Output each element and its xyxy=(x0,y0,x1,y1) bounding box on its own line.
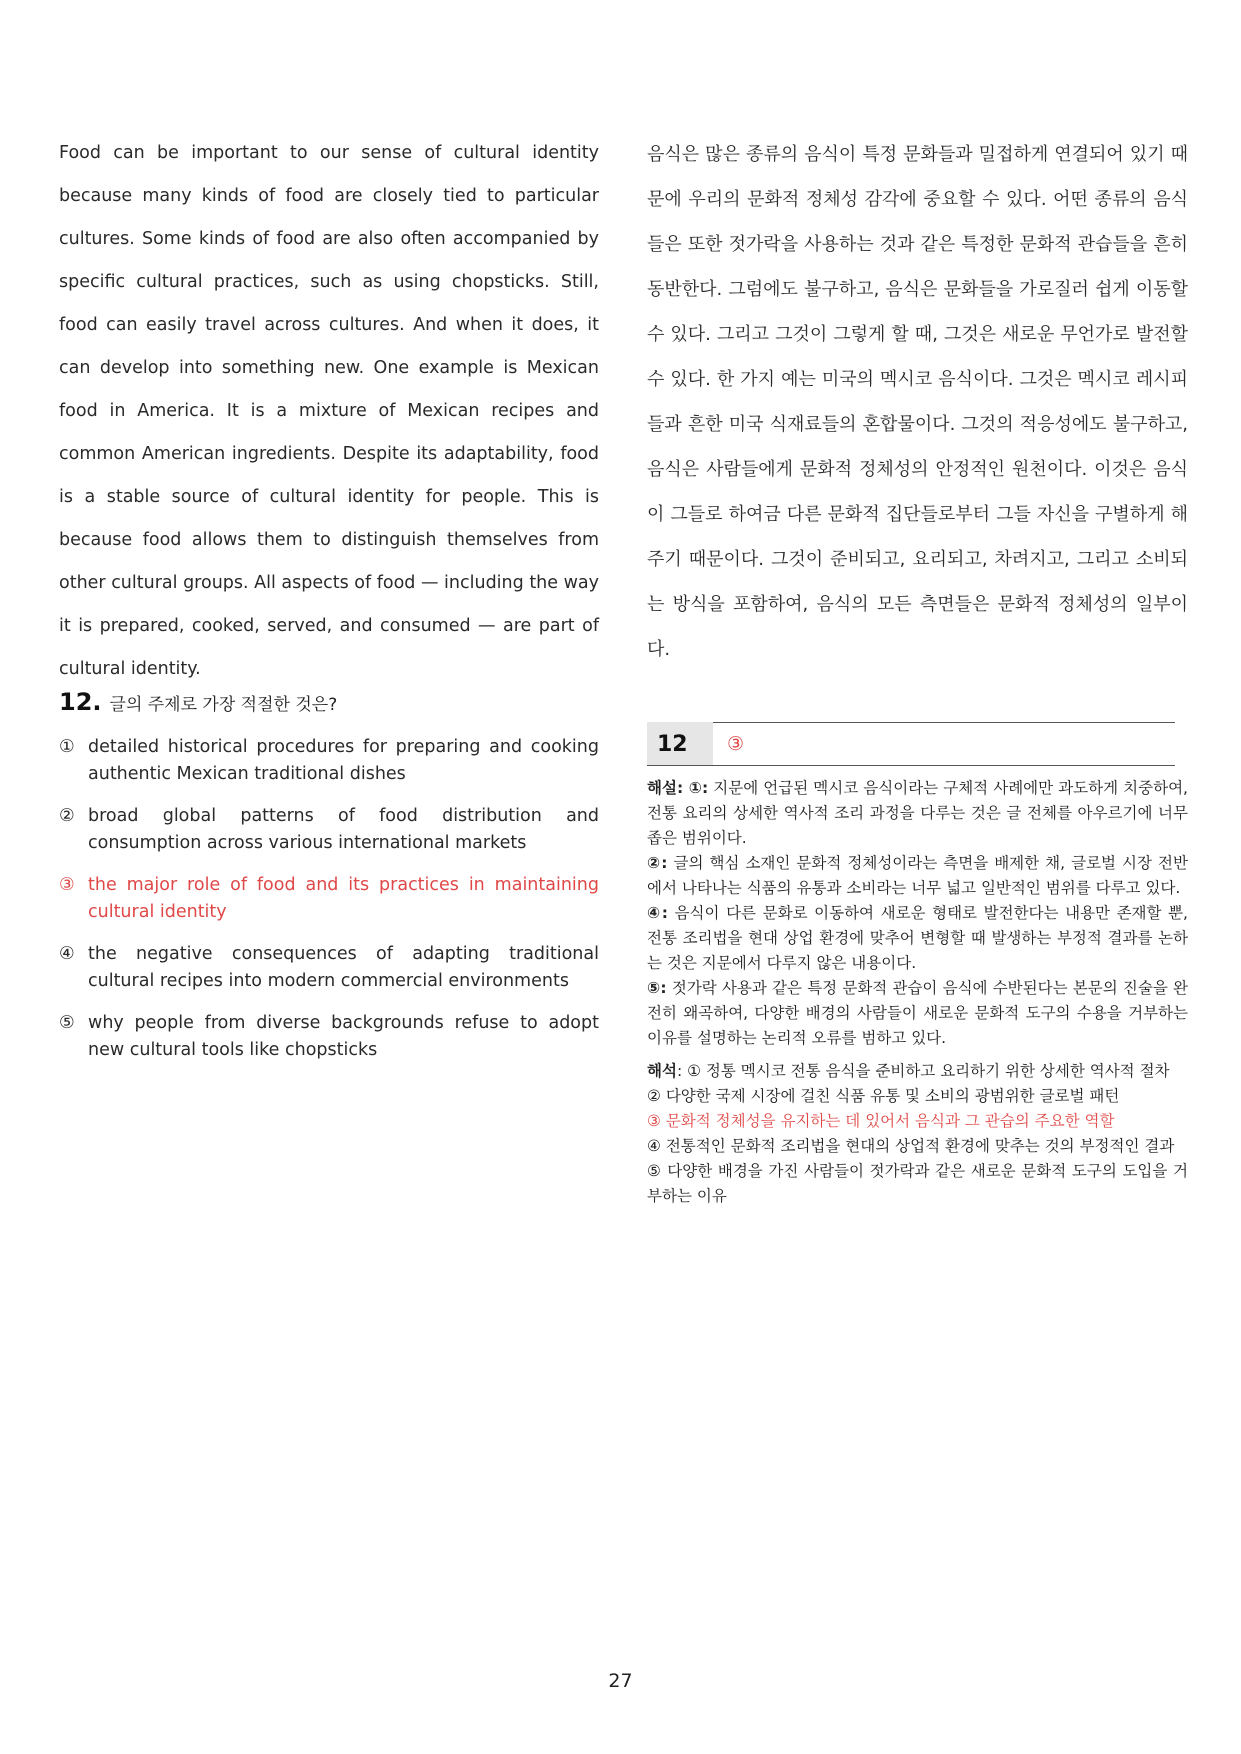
translation-column xyxy=(647,132,1188,672)
choice-mark: ② xyxy=(59,806,75,826)
choice-3-correct[interactable] xyxy=(59,872,599,926)
choice-text: why people from diverse backgrounds refuse to adopt new cultural tools like chopsticks xyxy=(88,1013,599,1060)
interpretation-item-4: ④ 전통적인 문화적 조리법을 현대의 상업적 환경에 맞추는 것의 부정적인 결과 xyxy=(647,1137,1175,1155)
explanation-item-1: 해설: ①: 지문에 언급된 멕시코 음식이라는 구체적 사례에만 과도하게 치중하여, 전통 요리의 상세한 역사적 조리 과정을 다루는 것은 글 전체를 아우르기에 너무 좁은 범위이다. xyxy=(647,779,1188,847)
explanation-block xyxy=(647,776,1188,1209)
explanation-text: 음식이 다른 문화로 이동하여 새로운 형태로 발전한다는 내용만 존재할 뿐, 전통 조리법을 현대 상업 환경에 맞추어 변형할 때 발생하는 부정적 결과를 논하는 것은 지문에서 다루지 않은 내용이다. xyxy=(647,904,1188,972)
passage-text: Food can be important to our sense of cultural identity because many kinds of food are closely tied to particular cultures. Some kinds of food are also often accompanied by specific cultural practices, such as using chopsticks. Still, food can easily travel across cultures. And when it does, it can develop into something new. One example is Mexican food in America. It is a mixture of Mexican recipes and common American ingredients. Despite its adaptability, food is a stable source of cultural identity for people. This is because food allows them to distinguish themselves from other cultural groups. All aspects of food — including the way it is prepared, cooked, served, and consumed — are part of cultural identity. xyxy=(59,143,599,679)
question-prompt: 글의 주제로 가장 적절한 것은? xyxy=(109,695,338,715)
question-header xyxy=(59,688,599,716)
interpretation-item-5: ⑤ 다양한 배경을 가진 사람들이 젓가락과 같은 새로운 문화적 도구의 도입을 거부하는 이유 xyxy=(647,1162,1188,1205)
explanation-text: 지문에 언급된 멕시코 음식이라는 구체적 사례에만 과도하게 치중하여, 전통 요리의 상세한 역사적 조리 과정을 다루는 것은 글 전체를 아우르기에 너무 좁은 범위이다. xyxy=(647,779,1188,847)
answer-value: ③ xyxy=(727,733,745,755)
choice-mark: ④ xyxy=(59,944,75,964)
choice-mark: ① xyxy=(59,737,75,757)
choice-mark: ⑤ xyxy=(59,1013,75,1033)
explanation-mark: ⑤: xyxy=(647,979,667,997)
answer-question-number: 12 xyxy=(647,722,713,766)
explanation-item-5 xyxy=(647,976,1188,1051)
choice-1[interactable] xyxy=(59,734,599,788)
explanation-text: 글의 핵심 소재인 문화적 정체성이라는 측면을 배제한 채, 글로벌 시장 전반에서 나타나는 식품의 유통과 소비라는 너무 넓고 일반적인 범위를 다루고 있다. xyxy=(647,854,1188,897)
interpretation-item-2: ② 다양한 국제 시장에 걸친 식품 유통 및 소비의 광범위한 글로벌 패턴 xyxy=(647,1087,1120,1105)
explanation-item-2 xyxy=(647,851,1188,901)
explanation-mark: ①: xyxy=(688,779,709,797)
answer-box-bottom-rule xyxy=(647,765,1175,766)
choice-2[interactable] xyxy=(59,803,599,857)
translation-text: 음식은 많은 종류의 음식이 특정 문화들과 밀접하게 연결되어 있기 때문에 우리의 문화적 정체성 감각에 중요할 수 있다. 어떤 종류의 음식들은 또한 젓가락을 사용하는 것과 같은 특정한 문화적 관습들을 흔히 동반한다. 그럼에도 불구하고, 음식은 문화들을 가로질러 쉽게 이동할 수 있다. 그리고 그것이 그렇게 할 때, 그것은 새로운 무언가로 발전할 수 있다. 한 가지 예는 미국의 멕시코 음식이다. 그것은 멕시코 레시피들과 흔한 미국 식재료들의 혼합물이다. 그것의 적응성에도 불구하고, 음식은 사람들에게 문화적 정체성의 안정적인 원천이다. 이것은 음식이 그들로 하여금 다른 문화적 집단들로부터 그들 자신을 구별하게 해주기 때문이다. 그것이 준비되고, 요리되고, 차려지고, 그리고 소비되는 방식을 포함하여, 음식의 모든 측면들은 문화적 정체성의 일부이다. xyxy=(647,144,1188,660)
explanation-mark: ②: xyxy=(647,854,668,872)
choice-text: the negative consequences of adapting traditional cultural recipes into modern commercial environments xyxy=(88,944,599,991)
choice-4[interactable] xyxy=(59,941,599,995)
choice-text: the major role of food and its practices in maintaining cultural identity xyxy=(88,875,599,922)
choice-text: detailed historical procedures for preparing and cooking authentic Mexican traditional dishes xyxy=(88,737,599,784)
choice-mark: ③ xyxy=(59,875,75,895)
passage-column xyxy=(59,132,599,691)
interpretation-label: 해석 xyxy=(647,1062,677,1080)
explanation-item-4 xyxy=(647,901,1188,976)
choice-text: broad global patterns of food distribution and consumption across various international markets xyxy=(88,806,599,853)
interpretation-text: ① 정통 멕시코 전통 음식을 준비하고 요리하기 위한 상세한 역사적 절차 xyxy=(687,1062,1170,1080)
choice-5[interactable] xyxy=(59,1010,599,1064)
explanation-text: 젓가락 사용과 같은 특정 문화적 관습이 음식에 수반된다는 본문의 진술을 완전히 왜곡하여, 다양한 배경의 사람들이 새로운 문화적 도구의 수용을 거부하는 이유를 설명하는 논리적 오류를 범하고 있다. xyxy=(647,979,1188,1047)
question-block xyxy=(59,688,599,1079)
page-number: 27 xyxy=(608,1670,633,1692)
interpretation-item-3-correct: ③ 문화적 정체성을 유지하는 데 있어서 음식과 그 관습의 주요한 역할 xyxy=(647,1112,1115,1130)
answer-box-top-rule xyxy=(713,722,1175,723)
interpretation-item-1: 해석: ① 정통 멕시코 전통 음식을 준비하고 요리하기 위한 상세한 역사적 절차 xyxy=(647,1062,1170,1080)
answer-box xyxy=(647,722,1175,766)
question-number: 12. xyxy=(59,688,102,716)
explanation-label: 해설 xyxy=(647,779,677,797)
explanation-mark: ④: xyxy=(647,904,668,922)
